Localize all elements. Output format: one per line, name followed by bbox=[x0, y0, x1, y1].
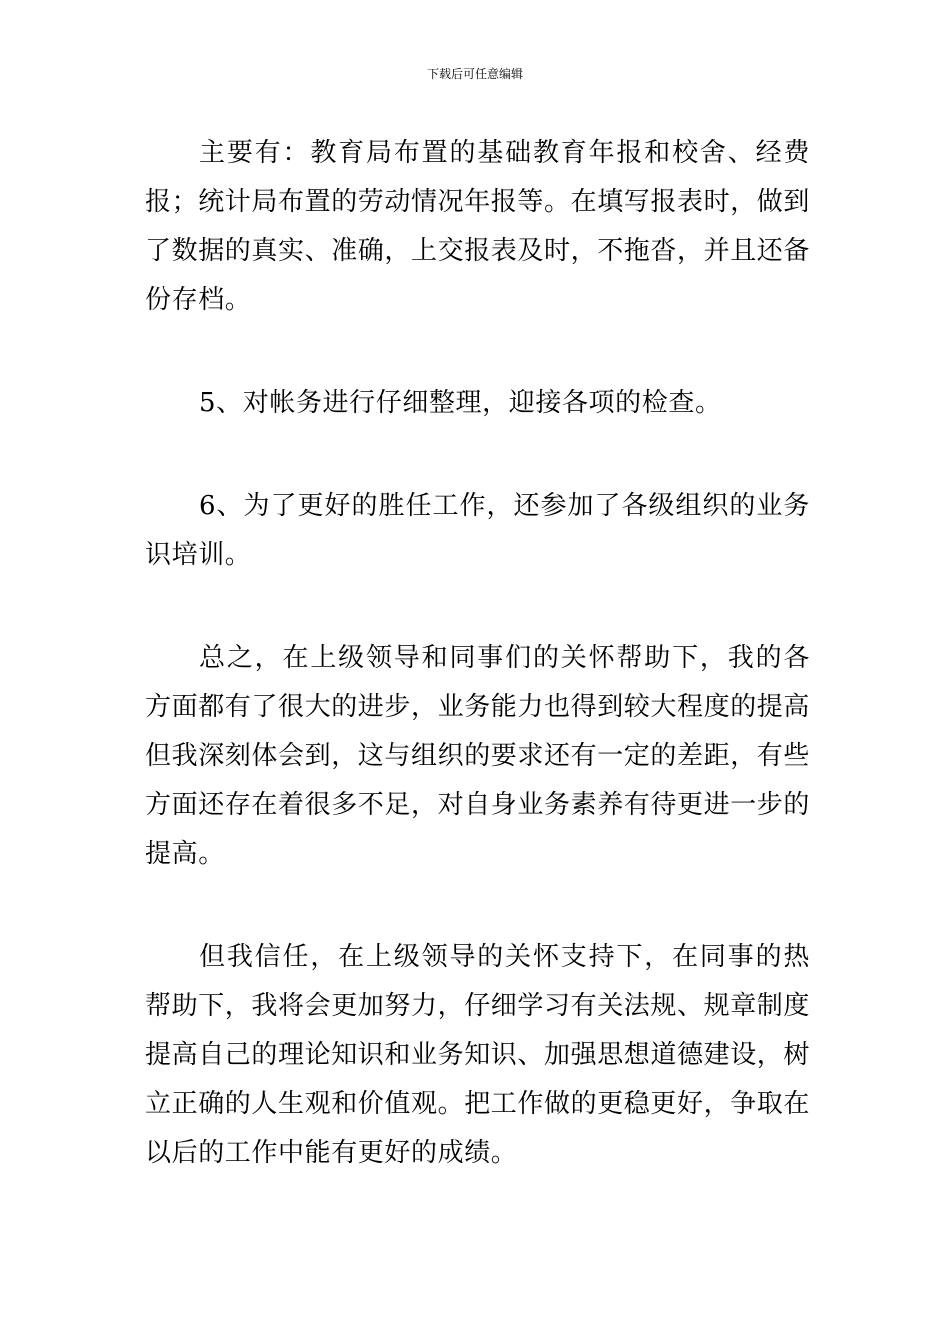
text-line: 总之，在上级领导和同事们的关怀帮助下，我的各 bbox=[199, 643, 810, 673]
text-line: 方面都有了很大的进步，业务能力也得到较大程度的提高 bbox=[145, 692, 810, 722]
paragraph-gap bbox=[145, 325, 810, 379]
text-line: 主要有：教育局布置的基础教育年报和校舍、经费 bbox=[199, 138, 810, 168]
text-line: 5、对帐务进行仔细整理，迎接各项的检查。 bbox=[199, 388, 722, 418]
text-line: 报；统计局布置的劳动情况年报等。在填写报表时，做到 bbox=[145, 187, 810, 217]
text-line: 了数据的真实、准确，上交报表及时，不拖沓，并且还备 bbox=[145, 236, 810, 266]
text-line: 帮助下，我将会更加努力，仔细学习有关法规、规章制度 bbox=[145, 991, 810, 1021]
text-line: 识培训。 bbox=[145, 540, 252, 570]
paragraph-item-5 bbox=[145, 379, 810, 428]
text-line: 6、为了更好的胜任工作，还参加了各级组织的业务 bbox=[199, 491, 810, 521]
paragraph-gap bbox=[145, 879, 810, 933]
paragraph-gap bbox=[145, 580, 810, 634]
paragraph-gap bbox=[145, 428, 810, 482]
text-line: 以后的工作中能有更好的成绩。 bbox=[145, 1138, 518, 1168]
document-body bbox=[145, 129, 810, 1178]
text-line: 份存档。 bbox=[145, 285, 252, 315]
text-line: 提高。 bbox=[145, 839, 225, 869]
text-line: 提高自己的理论知识和业务知识、加强思想道德建设，树 bbox=[145, 1040, 810, 1070]
text-line: 但我信任，在上级领导的关怀支持下，在同事的热 bbox=[199, 942, 810, 972]
paragraph-conclusion bbox=[145, 933, 810, 1178]
page-header: 下载后可任意编辑 bbox=[426, 67, 523, 81]
paragraph-summary bbox=[145, 634, 810, 879]
paragraph-item-6 bbox=[145, 482, 810, 580]
text-line: 方面还存在着很多不足，对自身业务素养有待更进一步的 bbox=[145, 790, 810, 820]
paragraph-reports bbox=[145, 129, 810, 325]
text-line: 立正确的人生观和价值观。把工作做的更稳更好，争取在 bbox=[145, 1089, 810, 1119]
text-line: 但我深刻体会到，这与组织的要求还有一定的差距，有些 bbox=[145, 741, 810, 771]
